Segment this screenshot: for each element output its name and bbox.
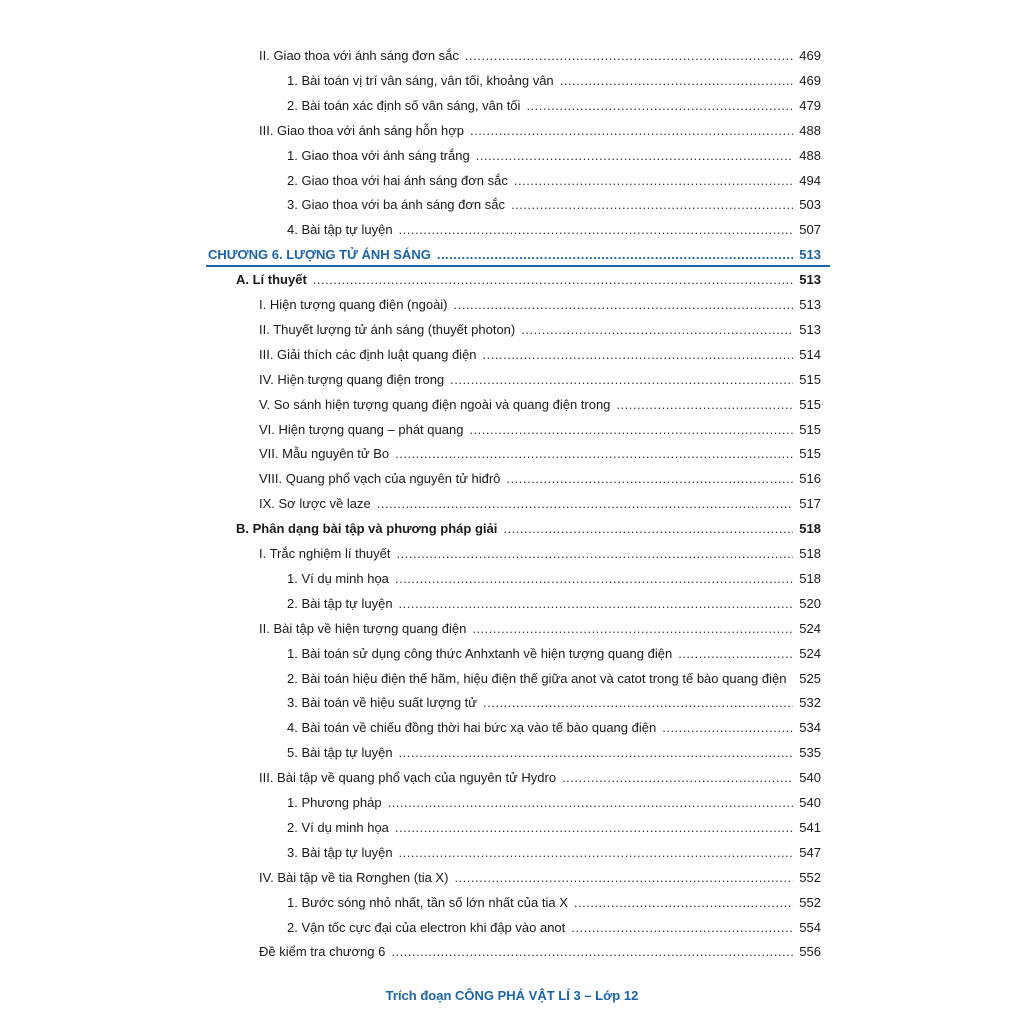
toc-dot-leader — [313, 270, 794, 290]
toc-dot-leader — [399, 594, 794, 614]
toc-entry — [287, 644, 821, 664]
toc-page-number: 517 — [799, 496, 821, 512]
toc-page-number: 547 — [799, 844, 821, 860]
toc-entry-title: 1. Phương pháp — [287, 795, 382, 810]
toc-dot-leader — [395, 444, 793, 464]
toc-entry-title: 1. Bài toán vị trí vân sáng, vân tối, khoảng vân — [287, 72, 554, 88]
toc-entry — [259, 768, 821, 788]
toc-dot-leader — [483, 345, 794, 365]
toc-entry — [287, 893, 821, 913]
toc-dot-leader — [562, 768, 793, 788]
toc-page-number: 552 — [799, 869, 821, 885]
toc-entry — [287, 843, 821, 863]
toc-entry — [287, 793, 821, 813]
toc-entry — [259, 46, 821, 66]
toc-entry — [287, 71, 821, 91]
toc-entry-title: VII. Mẫu nguyên tử Bo — [259, 446, 390, 462]
toc-dot-leader — [395, 569, 793, 589]
toc-page-number: 515 — [799, 421, 821, 437]
toc-page-number: 469 — [799, 48, 821, 63]
toc-entry-title: 2. Vận tốc cực đại của electron khi đập vào anot — [287, 919, 566, 935]
toc-entry — [259, 395, 821, 415]
toc-entry-title: II. Bài tập về hiện tượng quang điện — [259, 620, 467, 636]
page-footer: Trích đoạn CÔNG PHÁ VẬT LÍ 3 – Lớp 12 — [385, 988, 639, 1003]
toc-dot-leader — [377, 494, 794, 514]
toc-page-number: 540 — [799, 770, 821, 786]
toc-dot-leader — [437, 245, 793, 265]
toc-entry — [259, 544, 821, 564]
toc-entry-title: 1. Giao thoa với ánh sáng trắng — [287, 147, 470, 163]
toc-page-number: 532 — [799, 695, 821, 711]
toc-entry — [259, 619, 821, 639]
toc-entry-title: 1. Ví dụ minh họa — [287, 570, 389, 586]
toc-entry — [287, 569, 821, 589]
toc-page-number: 479 — [799, 97, 821, 113]
toc-dot-leader — [483, 693, 793, 713]
toc-page-number: 513 — [799, 297, 821, 312]
toc-page-number: 540 — [799, 795, 821, 810]
toc-entry-title: III. Bài tập về quang phổ vạch của nguyên tử Hydro — [259, 770, 557, 786]
toc-entry — [287, 171, 821, 191]
toc-entry — [287, 669, 821, 689]
toc-entry-title: 3. Giao thoa với ba ánh sáng đơn sắc — [287, 197, 505, 213]
toc-entry-title: 4. Bài toán về chiếu đồng thời hai bức xạ vào tế bào quang điện — [287, 720, 657, 736]
toc-page-number: 554 — [799, 919, 821, 935]
toc-entry — [287, 918, 821, 938]
toc-entry — [287, 594, 821, 614]
toc-entry — [236, 519, 821, 539]
toc-dot-leader — [521, 320, 793, 340]
toc-entry-title: 2. Ví dụ minh họa — [287, 819, 389, 835]
toc-page-number: 515 — [799, 396, 821, 412]
toc-entry — [259, 121, 821, 141]
toc-dot-leader — [574, 893, 793, 913]
toc-dot-leader — [511, 195, 793, 215]
toc-entry — [287, 693, 821, 713]
chapter-underline — [206, 265, 830, 267]
toc-entry — [287, 146, 821, 166]
toc-page-number: 488 — [799, 122, 821, 138]
toc-entry — [287, 195, 821, 215]
toc-page-number: 552 — [799, 894, 821, 910]
toc-entry-title: I. Trắc nghiệm lí thuyết — [259, 546, 391, 561]
toc-dot-leader — [399, 743, 794, 763]
toc-dot-leader — [395, 818, 793, 838]
toc-page-number: 494 — [799, 172, 821, 188]
toc-dot-leader — [450, 370, 793, 390]
toc-entry-title: 5. Bài tập tự luyện — [287, 745, 393, 761]
toc-dot-leader — [388, 793, 794, 813]
toc-dot-leader — [526, 96, 793, 116]
toc-dot-leader — [571, 918, 793, 938]
toc-page-number: 556 — [799, 944, 821, 960]
toc-page-number: 518 — [799, 546, 821, 561]
toc-entry-title: III. Giao thoa với ánh sáng hỗn hợp — [259, 122, 464, 138]
toc-entry-title: 3. Bài tập tự luyện — [287, 844, 393, 860]
toc-entry-title: VI. Hiện tượng quang – phát quang — [259, 421, 464, 437]
toc-entry — [259, 469, 821, 489]
toc-entry-title: Đề kiểm tra chương 6 — [259, 944, 386, 960]
toc-page-number: 524 — [799, 645, 821, 661]
toc-entry — [236, 270, 821, 290]
toc-dot-leader — [397, 544, 794, 564]
toc-dot-leader — [391, 942, 793, 962]
toc-entry-title: 2. Bài tập tự luyện — [287, 595, 393, 611]
toc-entry-title: 1. Bước sóng nhỏ nhất, tần số lớn nhất của tia X — [287, 894, 568, 910]
toc-entry — [287, 718, 821, 738]
toc-entry — [259, 494, 821, 514]
toc-entry-title: I. Hiện tượng quang điện (ngoài) — [259, 297, 448, 312]
toc-entry — [287, 818, 821, 838]
toc-dot-leader — [465, 46, 793, 66]
toc-entry-title: 4. Bài tập tự luyện — [287, 222, 393, 238]
toc-dot-leader — [514, 171, 793, 191]
toc-page-number: 488 — [799, 147, 821, 163]
toc-entry-title: 2. Giao thoa với hai ánh sáng đơn sắc — [287, 172, 508, 188]
toc-dot-leader — [472, 619, 793, 639]
toc-entry — [259, 942, 821, 962]
toc-entry-title: CHƯƠNG 6. LƯỢNG TỬ ÁNH SÁNG — [208, 247, 431, 263]
toc-page-number: 503 — [799, 197, 821, 213]
toc-dot-leader — [662, 718, 793, 738]
toc-page-number: 525 — [799, 670, 821, 686]
toc-page-number: 518 — [799, 570, 821, 586]
toc-dot-leader — [454, 295, 794, 315]
toc-entry — [259, 420, 821, 440]
toc-dot-leader — [399, 220, 794, 240]
toc-page-number: 534 — [799, 720, 821, 736]
toc-page-number: 507 — [799, 222, 821, 238]
toc-entry-title: 2. Bài toán xác định số vân sáng, vân tối — [287, 97, 521, 113]
toc-entry-title: II. Giao thoa với ánh sáng đơn sắc — [259, 48, 459, 63]
toc-entry-title: III. Giải thích các định luật quang điện — [259, 346, 477, 362]
toc-dot-leader — [470, 121, 793, 141]
toc-entry — [259, 345, 821, 365]
toc-entry — [259, 868, 821, 888]
toc-entry-title: V. So sánh hiện tượng quang điện ngoài và quang điện trong — [259, 396, 611, 412]
toc-chapter-entry — [208, 245, 821, 265]
toc-entry — [287, 743, 821, 763]
toc-entry-title: IV. Hiện tượng quang điện trong — [259, 371, 445, 387]
toc-entry-title: VIII. Quang phổ vạch của nguyên tử hiđrô — [259, 471, 501, 487]
toc-entry — [259, 444, 821, 464]
toc-entry-title: 3. Bài toán về hiệu suất lượng tử — [287, 695, 477, 711]
toc-dot-leader — [454, 868, 793, 888]
toc-dot-leader — [503, 519, 793, 539]
toc-page-number: 515 — [799, 446, 821, 462]
toc-dot-leader — [678, 644, 793, 664]
toc-entry-title: A. Lí thuyết — [236, 272, 307, 288]
toc-entry — [259, 370, 821, 390]
toc-page-number: 513 — [799, 247, 821, 263]
toc-page-number: 513 — [799, 272, 821, 288]
toc-entry — [287, 96, 821, 116]
toc-dot-leader — [560, 71, 794, 91]
toc-page-number: 469 — [799, 72, 821, 88]
toc-page-number: 513 — [799, 321, 821, 337]
toc-page-number: 518 — [799, 521, 821, 537]
toc-entry-title: B. Phân dạng bài tập và phương pháp giải — [236, 521, 498, 537]
toc-entry-title: II. Thuyết lượng tử ánh sáng (thuyết photon) — [259, 321, 516, 337]
toc-entry-title: 1. Bài toán sử dụng công thức Anhxtanh về hiện tượng quang điện — [287, 645, 673, 661]
toc-entry-title: IV. Bài tập về tia Rơnghen (tia X) — [259, 869, 449, 885]
toc-page-number: 514 — [799, 346, 821, 362]
toc-dot-leader — [476, 146, 794, 166]
toc-entry-title: IX. Sơ lược về laze — [259, 496, 371, 512]
toc-page-number: 541 — [799, 819, 821, 835]
toc-dot-leader — [469, 420, 793, 440]
toc-dot-leader — [506, 469, 793, 489]
toc-dot-leader — [399, 843, 794, 863]
toc-entry-title: 2. Bài toán hiệu điện thế hãm, hiệu điện thế giữa anot và catot trong tế bào quang điện — [287, 670, 787, 686]
toc-dot-leader — [616, 395, 793, 415]
toc-page-number: 516 — [799, 471, 821, 487]
toc-entry — [287, 220, 821, 240]
toc-page-number: 524 — [799, 620, 821, 636]
toc-entry — [259, 320, 821, 340]
toc-page-number: 535 — [799, 745, 821, 761]
toc-page-number: 520 — [799, 595, 821, 611]
toc-page-number: 515 — [799, 371, 821, 387]
toc-dot-leader — [792, 669, 793, 689]
toc-entry — [259, 295, 821, 315]
